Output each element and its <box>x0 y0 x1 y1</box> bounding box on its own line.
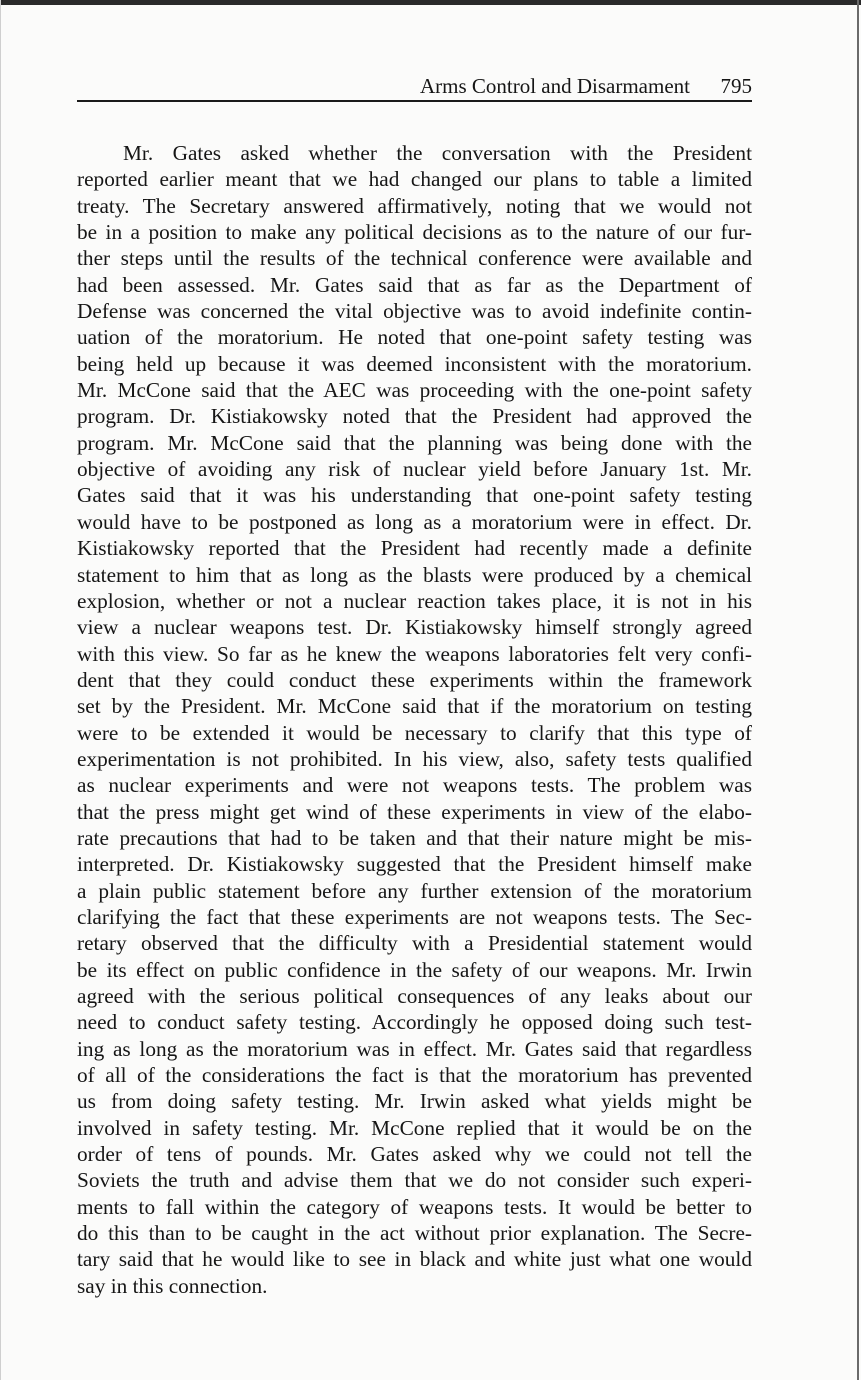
text-line: ther steps until the results of the technical conference were available and <box>77 246 752 271</box>
text-line: of all of the considerations the fact is that the moratorium has prevented <box>77 1063 752 1088</box>
text-line: would have to be postponed as long as a moratorium were in effect. Dr. <box>77 509 752 534</box>
text-line: order of tens of pounds. Mr. Gates asked why we could not tell the <box>77 1142 752 1167</box>
page-number: 795 <box>720 74 752 98</box>
text-line: ing as long as the moratorium was in effect. Mr. Gates said that regardless <box>77 1036 752 1061</box>
text-line: had been assessed. Mr. Gates said that as far as the Department of <box>77 272 752 297</box>
text-line: Gates said that it was his understanding that one-point safety testing <box>77 483 752 508</box>
text-line: involved in safety testing. Mr. McCone replied that it would be on the <box>77 1115 752 1140</box>
text-line: clarifying the fact that these experiments are not weapons tests. The Sec- <box>77 904 752 929</box>
running-title: Arms Control and Disarmament <box>419 74 690 98</box>
text-line: retary observed that the difficulty with a Presidential statement would <box>77 931 752 956</box>
text-line: interpreted. Dr. Kistiakowsky suggested that the President himself make <box>77 852 752 877</box>
text-line: ments to fall within the category of weapons tests. It would be better to <box>77 1194 752 1219</box>
text-line: a plain public statement before any further extension of the moratorium <box>77 878 752 903</box>
text-line: do this than to be caught in the act without prior explanation. The Secre- <box>77 1221 752 1246</box>
text-line: explosion, whether or not a nuclear reaction takes place, it is not in his <box>77 588 752 613</box>
text-line: Mr. McCone said that the AEC was proceeding with the one-point safety <box>77 378 752 403</box>
scan-top-border <box>0 0 861 5</box>
text-line: Soviets the truth and advise them that we do not consider such experi- <box>77 1168 752 1193</box>
text-line: reported earlier meant that we had changed our plans to table a limited <box>77 167 752 192</box>
text-line: treaty. The Secretary answered affirmatively, noting that we would not <box>77 193 752 218</box>
text-line: being held up because it was deemed inconsistent with the moratorium. <box>77 351 752 376</box>
running-header <box>77 74 752 100</box>
scan-right-edge <box>857 0 859 1380</box>
text-line: set by the President. Mr. McCone said that if the moratorium on testing <box>77 694 752 719</box>
text-line: say in this connection. <box>77 1273 268 1298</box>
text-line: as nuclear experiments and were not weapons tests. The problem was <box>77 773 752 798</box>
text-line: dent that they could conduct these experiments within the framework <box>77 667 752 692</box>
text-line: tary said that he would like to see in black and white just what one would <box>77 1247 752 1272</box>
text-line: objective of avoiding any risk of nuclear yield before January 1st. Mr. <box>77 457 752 482</box>
text-line: program. Mr. McCone said that the planning was being done with the <box>77 430 752 455</box>
text-line: be its effect on public confidence in the safety of our weapons. Mr. Irwin <box>77 957 752 982</box>
text-line: Kistiakowsky reported that the President had recently made a definite <box>77 536 752 561</box>
text-line: statement to him that as long as the blasts were produced by a chemical <box>77 562 752 587</box>
text-line: experimentation is not prohibited. In his view, also, safety tests qualified <box>77 746 752 771</box>
text-line: be in a position to make any political decisions as to the nature of our fur- <box>77 220 752 245</box>
text-line: uation of the moratorium. He noted that one-point safety testing was <box>77 325 752 350</box>
text-line: need to conduct safety testing. Accordingly he opposed doing such test- <box>77 1010 752 1035</box>
text-line: that the press might get wind of these experiments in view of the elabo- <box>77 799 752 824</box>
scan-left-edge <box>0 0 1 1380</box>
text-line: Mr. Gates asked whether the conversation with the President <box>123 141 752 165</box>
text-line: view a nuclear weapons test. Dr. Kistiakowsky himself strongly agreed <box>77 615 752 640</box>
text-line: agreed with the serious political consequences of any leaks about our <box>77 984 752 1008</box>
body-paragraph <box>77 140 752 1299</box>
text-line: with this view. So far as he knew the weapons laboratories felt very confi- <box>77 641 752 666</box>
text-line: rate precautions that had to be taken and that their nature might be mis- <box>77 825 752 850</box>
text-line: Defense was concerned the vital objective was to avoid indefinite contin- <box>77 299 752 324</box>
text-line: us from doing safety testing. Mr. Irwin asked what yields might be <box>77 1089 752 1114</box>
text-line: program. Dr. Kistiakowsky noted that the President had approved the <box>77 404 752 429</box>
text-line: were to be extended it would be necessary to clarify that this type of <box>77 720 752 745</box>
header-rule <box>77 100 752 102</box>
